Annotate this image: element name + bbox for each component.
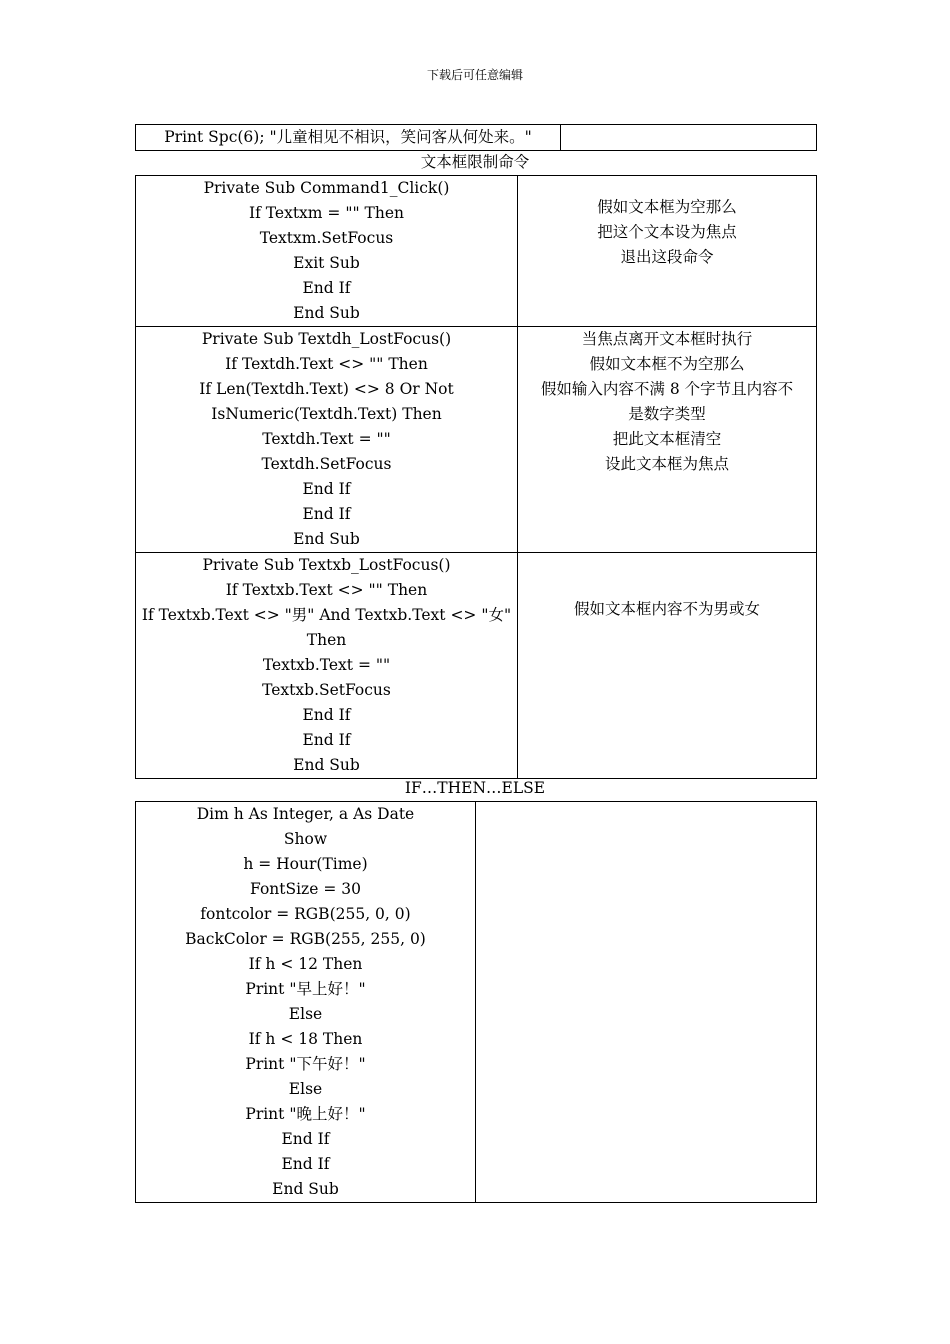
code-line: End Sub xyxy=(272,1180,339,1198)
caption-textbox: 文本框限制命令 xyxy=(420,153,530,171)
code-line: End If xyxy=(302,706,351,724)
code-line: End If xyxy=(281,1130,330,1148)
note-line: 假如文本框内容不为男或女 xyxy=(573,600,760,618)
page-header: 下载后可任意编辑 xyxy=(426,68,523,82)
code-line: Dim h As Integer, a As Date xyxy=(196,805,415,823)
code-line: Private Sub Textxb_LostFocus() xyxy=(202,556,451,574)
note-line: 设此文本框为焦点 xyxy=(604,455,729,473)
code-line: If Textdh.Text <> "" Then xyxy=(225,355,428,373)
code-line: If Len(Textdh.Text) <> 8 Or Not xyxy=(199,380,454,398)
code-line: End Sub xyxy=(293,756,360,774)
code-line: Then xyxy=(306,631,347,649)
ifthen-table xyxy=(135,801,817,1203)
code-cell xyxy=(136,802,476,1203)
code-line: Textdh.SetFocus xyxy=(261,455,392,473)
note-line xyxy=(476,802,816,827)
table-row xyxy=(136,553,817,779)
table-row xyxy=(136,802,817,1203)
code-cell xyxy=(136,176,518,327)
code-line: Show xyxy=(283,830,328,848)
note-line: 当焦点离开文本框时执行 xyxy=(581,330,753,348)
code-line: If h < 12 Then xyxy=(248,955,363,973)
note-line: 退出这段命令 xyxy=(620,248,714,266)
code-line: End If xyxy=(281,1155,330,1173)
note-cell xyxy=(518,327,817,553)
top-code-cell xyxy=(136,125,561,151)
code-line: End If xyxy=(302,279,351,297)
top-note-cell xyxy=(561,125,817,151)
code-line: End If xyxy=(302,505,351,523)
code-line: Print "晚上好！" xyxy=(245,1105,366,1123)
code-line: Textxb.Text = "" xyxy=(262,656,391,674)
code-line: BackColor = RGB(255, 255, 0) xyxy=(185,930,426,948)
note-line: 假如文本框为空那么 xyxy=(597,198,737,216)
note-cell xyxy=(518,553,817,779)
code-line: Print "下午好！" xyxy=(245,1055,366,1073)
code-line: FontSize = 30 xyxy=(250,880,361,898)
code-line: If h < 18 Then xyxy=(248,1030,363,1048)
code-line: Textxb.SetFocus xyxy=(262,681,391,699)
code-line: Exit Sub xyxy=(293,254,360,272)
code-line: If Textxm = "" Then xyxy=(248,204,404,222)
code-line: Private Sub Command1_Click() xyxy=(203,179,450,197)
code-line: Print Spc(6); "儿童相见不相识，笑问客从何处来。" xyxy=(164,128,532,146)
code-cell xyxy=(136,327,518,553)
note-line xyxy=(561,125,816,150)
code-line: If Textxb.Text <> "男" And Textxb.Text <> "女" xyxy=(141,606,512,624)
textbox-table xyxy=(135,175,817,779)
table-row xyxy=(136,327,817,553)
top-table xyxy=(135,124,817,151)
code-line: Else xyxy=(288,1080,323,1098)
code-line: IsNumeric(Textdh.Text) Then xyxy=(211,405,442,423)
code-line: End Sub xyxy=(293,304,360,322)
code-line: Private Sub Textdh_LostFocus() xyxy=(201,330,452,348)
note-cell xyxy=(518,176,817,327)
code-line: End If xyxy=(302,480,351,498)
table-row xyxy=(136,176,817,327)
note-cell xyxy=(476,802,817,1203)
code-line: Textdh.Text = "" xyxy=(262,430,391,448)
note-line: 是数字类型 xyxy=(628,405,706,423)
code-line: h = Hour(Time) xyxy=(243,855,368,873)
code-line: fontcolor = RGB(255, 0, 0) xyxy=(200,905,411,923)
note-line: 把此文本框清空 xyxy=(612,430,722,448)
code-line: Textxm.SetFocus xyxy=(259,229,394,247)
code-line: Print "早上好！" xyxy=(245,980,366,998)
note-line: 假如文本框不为空那么 xyxy=(589,355,745,373)
code-line: End Sub xyxy=(293,530,360,548)
code-line: If Textxb.Text <> "" Then xyxy=(225,581,428,599)
code-line: Else xyxy=(288,1005,323,1023)
code-line: End If xyxy=(302,731,351,749)
caption-ifthen: IF…THEN…ELSE xyxy=(404,779,546,797)
note-line: 把这个文本设为焦点 xyxy=(597,223,737,241)
note-line: 假如输入内容不满 8 个字节且内容不 xyxy=(540,380,794,398)
code-cell xyxy=(136,553,518,779)
